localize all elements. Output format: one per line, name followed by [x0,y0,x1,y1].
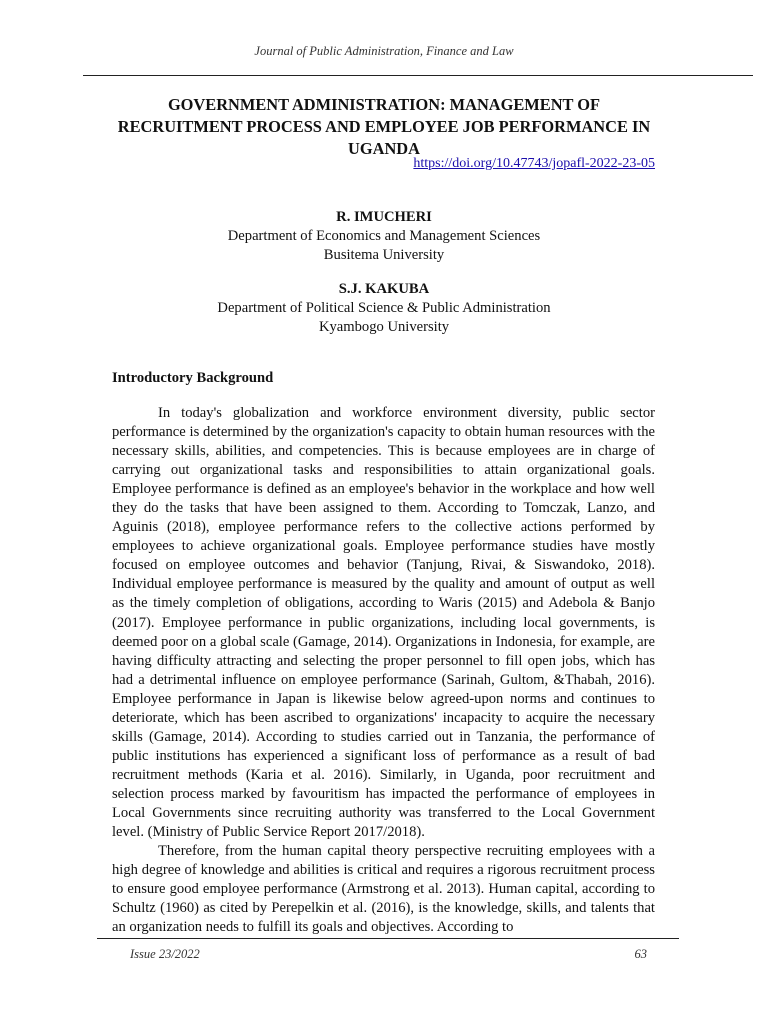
issue-label: Issue 23/2022 [130,947,200,961]
author-block [0,208,768,265]
author-block [0,280,768,337]
author-name: R. IMUCHERI [336,209,432,225]
doi-link[interactable]: https://doi.org/10.47743/jopafl-2022-23-05 [413,156,655,171]
author-name: S.J. KAKUBA [338,281,430,297]
page-number: 63 [634,947,647,961]
author-list [0,208,768,337]
section-heading: Introductory Background [112,370,274,386]
article-title: GOVERNMENT ADMINISTRATION: MANAGEMENT OF RECRUITMENT PROCESS AND EMPLOYEE JOB PERFORMANCE IN UGANDA [117,95,651,158]
body-paragraph: Therefore, from the human capital theory perspective recruiting employees with a high degree of knowledge and abilities is critical and requires a rigorous recruitment process to ensure good employee performance (Armstrong et al. 2013). Human capital, according to Schultz (1960) as cited by Perepelkin et al. (2016), is the knowledge, skills, and talents that an organization needs to fulfill its goals and objectives. According to [112,843,655,936]
body-paragraph: In today's globalization and workforce environment diversity, public sector performance is determined by the organization's capacity to obtain human resources with the necessary skills, abilities, and competencies. This is because employees are in charge of carrying out organizational tasks and responsibilities to attain organizational goals. Employee performance is defined as an employee's behavior in the workplace and how well they do the tasks that have been assigned to them. According to Tomczak, Lanzo, and Aguinis (2018), employee performance refers to the collective actions performed by employees to achieve organizational goals. Employee performance studies have mostly focused on employee outcomes and behavior (Tanjung, Rivai, & Siswandoko, 2018). Individual employee performance is measured by the quality and amount of output as well as the timely completion of obligations, according to Waris (2015) and Adebola & Banjo (2017). Employee performance in public organizations, including local governments, is deemed poor on a global scale (Gamage, 2014). Organizations in Indonesia, for example, are having difficulty attracting and selecting the proper personnel to fill open jobs, which has had a detrimental influence on employee performance (Sarinah, Gultom, &Thabah, 2016). Employee performance in Japan is likewise below agreed-upon norms and continues to deteriorate, which has been ascribed to organizations' incapacity to acquire the necessary skills (Gamage, 2014). According to studies carried out in Tanzania, the performance of public institutions has experienced a significant loss of performance as a result of bad recruitment methods (Karia et al. 2016). Similarly, in Uganda, poor recruitment and selection process marked by favouritism has impacted the performance of employees in Local Governments since recruiting authority was transferred to the Local Government level. (Ministry of Public Service Report 2017/2018). [112,405,655,841]
doi-line [112,156,655,172]
journal-name: Journal of Public Administration, Finance and Law [254,44,514,58]
author-university: Kyambogo University [318,319,450,335]
author-department: Department of Economics and Management Sciences [227,228,541,244]
author-university: Busitema University [323,247,445,263]
author-department: Department of Political Science & Public Administration [217,300,551,316]
footer-divider [97,938,679,939]
body-text [112,404,655,937]
header-divider [83,75,753,76]
